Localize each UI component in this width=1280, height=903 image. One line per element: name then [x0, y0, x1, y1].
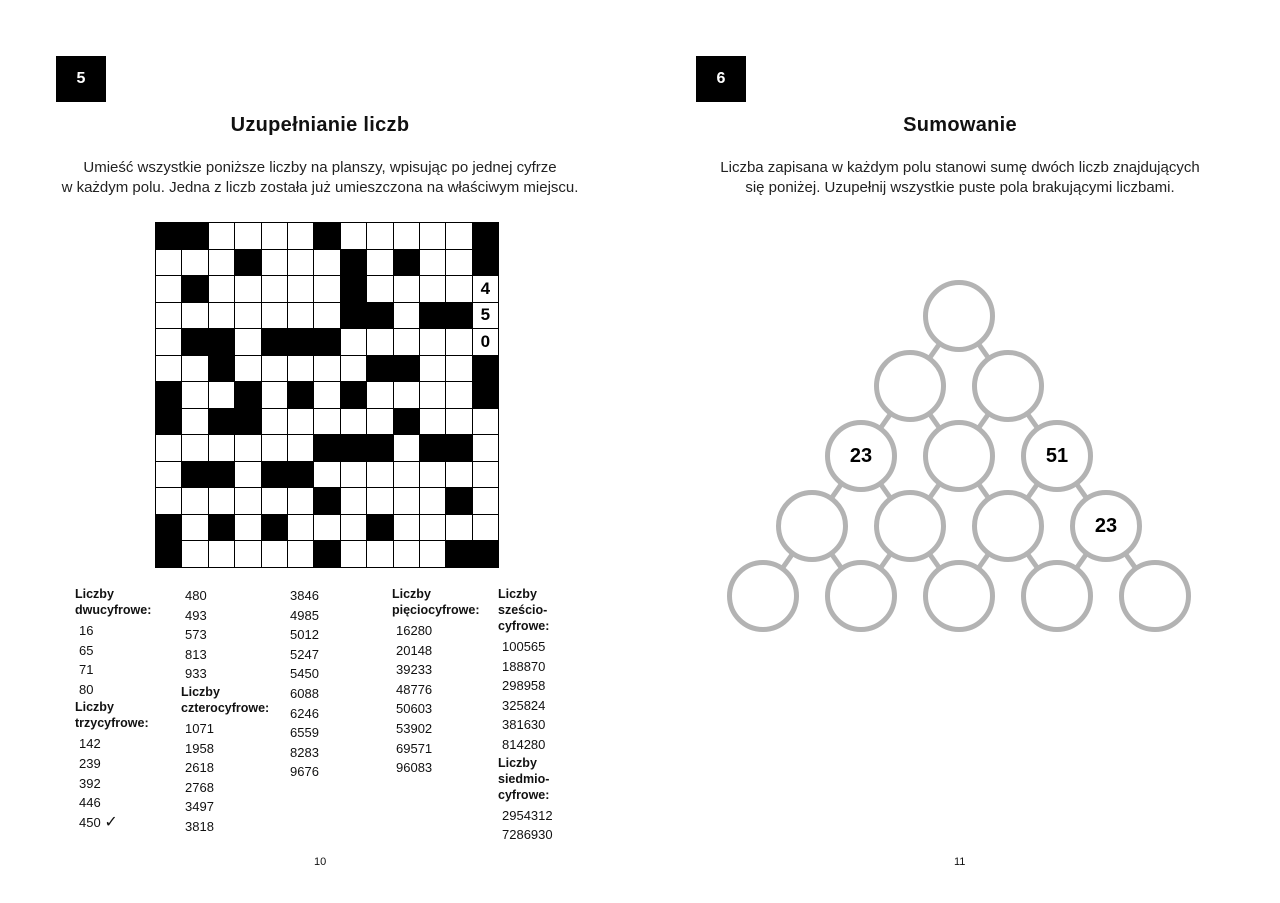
- grid-cell-black: [288, 462, 313, 488]
- grid-cell-black: [156, 223, 181, 249]
- grid-cell-black: [182, 276, 207, 302]
- grid-cell-black: [288, 382, 313, 408]
- grid-cell[interactable]: [209, 303, 234, 329]
- grid-cell-black: [394, 409, 419, 435]
- list-item: 325824: [502, 697, 546, 713]
- grid-cell-black: [209, 515, 234, 541]
- grid-cell[interactable]: [341, 515, 366, 541]
- grid-cell[interactable]: [209, 488, 234, 514]
- grid-cell-black: [446, 435, 471, 461]
- list-item: 39233: [396, 662, 433, 678]
- list-item: 100565: [502, 639, 546, 654]
- grid-cell[interactable]: [209, 250, 234, 276]
- grid-cell-black: [235, 409, 260, 435]
- heading-line: Liczby: [75, 587, 114, 601]
- grid-cell[interactable]: [446, 329, 471, 355]
- pyramid-cell[interactable]: [923, 280, 995, 352]
- check-mark-icon: ✓: [104, 813, 118, 831]
- list-item: 814280: [502, 736, 546, 752]
- grid-cell[interactable]: [341, 541, 366, 567]
- puzzle-number-badge: 6: [696, 56, 746, 102]
- grid-cell[interactable]: [235, 515, 260, 541]
- grid-cell-black: [394, 356, 419, 382]
- list-item: 16280: [396, 623, 433, 638]
- pyramid-cell[interactable]: [923, 420, 995, 492]
- pyramid-cell[interactable]: [1119, 560, 1191, 632]
- pyramid-cell[interactable]: [874, 350, 946, 422]
- grid-cell[interactable]: [367, 223, 392, 249]
- grid-cell[interactable]: [156, 303, 181, 329]
- numbers-column-2: [181, 586, 269, 837]
- grid-cell[interactable]: [288, 250, 313, 276]
- page-number: 11: [954, 856, 966, 868]
- grid-cell[interactable]: [367, 541, 392, 567]
- grid-cell[interactable]: [420, 250, 445, 276]
- grid-cell[interactable]: [420, 488, 445, 514]
- grid-cell[interactable]: [235, 435, 260, 461]
- grid-cell-black: [446, 303, 471, 329]
- list-item: 493: [185, 607, 207, 623]
- list-heading: [392, 586, 480, 618]
- list-item: 813: [185, 646, 207, 662]
- list-item: 2954312: [502, 807, 553, 823]
- grid-cell[interactable]: [182, 515, 207, 541]
- grid-cell[interactable]: [235, 462, 260, 488]
- grid-cell-black: [446, 488, 471, 514]
- list-item: 392: [79, 775, 101, 791]
- list-item: 3818: [185, 818, 214, 834]
- grid-cell-black: [314, 223, 339, 249]
- grid-cell[interactable]: [156, 435, 181, 461]
- grid-cell[interactable]: [446, 382, 471, 408]
- grid-cell[interactable]: [288, 303, 313, 329]
- grid-cell[interactable]: [182, 303, 207, 329]
- list-item: 5247: [290, 646, 319, 662]
- grid-cell-black: [182, 223, 207, 249]
- grid-cell[interactable]: [262, 488, 287, 514]
- grid-cell[interactable]: [262, 303, 287, 329]
- list-item: 7286930: [502, 827, 553, 843]
- grid-cell-black: [288, 329, 313, 355]
- grid-cell-black: [341, 250, 366, 276]
- list-heading: [75, 586, 151, 618]
- numbers-column-3: [286, 586, 319, 782]
- list-item: 1071: [185, 720, 214, 736]
- grid-cell[interactable]: [473, 488, 498, 514]
- grid-cell-black: [262, 462, 287, 488]
- list-item: 5012: [290, 627, 319, 643]
- grid-cell[interactable]: [394, 488, 419, 514]
- pyramid-cell[interactable]: [825, 560, 897, 632]
- list-item: 5450: [290, 666, 319, 682]
- list-item: 6559: [290, 725, 319, 741]
- grid-cell[interactable]: [235, 488, 260, 514]
- right-page: [640, 0, 1280, 903]
- grid-cell-black: [182, 462, 207, 488]
- grid-cell[interactable]: [156, 276, 181, 302]
- heading-line: Liczby: [392, 587, 431, 601]
- pyramid-cell[interactable]: [972, 490, 1044, 562]
- pyramid-cell[interactable]: [874, 490, 946, 562]
- list-item: 381630: [502, 717, 546, 733]
- grid-cell-black: [367, 303, 392, 329]
- grid-cell-filled[interactable]: 5: [473, 303, 498, 329]
- grid-cell[interactable]: [262, 409, 287, 435]
- list-item: 8283: [290, 744, 319, 760]
- grid-cell[interactable]: [288, 541, 313, 567]
- grid-cell[interactable]: [394, 303, 419, 329]
- grid-cell[interactable]: [420, 515, 445, 541]
- pyramid-cell[interactable]: [1021, 560, 1093, 632]
- heading-line: cyfrowe:: [498, 787, 550, 802]
- grid-cell-black: [182, 329, 207, 355]
- list-item: 96083: [396, 760, 433, 776]
- grid-cell[interactable]: [420, 356, 445, 382]
- grid-cell-black: [420, 435, 445, 461]
- instructions-line: Umieść wszystkie poniższe liczby na planszy, wpisując po jednej cyfrze: [83, 159, 557, 176]
- grid-cell[interactable]: [367, 329, 392, 355]
- grid-cell[interactable]: [367, 462, 392, 488]
- fill-in-grid: [155, 222, 499, 568]
- list-item: 71: [79, 662, 94, 678]
- grid-cell[interactable]: [367, 382, 392, 408]
- grid-cell[interactable]: [394, 329, 419, 355]
- grid-cell[interactable]: [288, 435, 313, 461]
- grid-cell[interactable]: [394, 515, 419, 541]
- grid-cell[interactable]: [341, 488, 366, 514]
- list-item: 446: [79, 795, 101, 811]
- grid-cell[interactable]: [182, 382, 207, 408]
- pyramid-cell[interactable]: [923, 560, 995, 632]
- sum-pyramid: [640, 0, 1280, 903]
- grid-cell[interactable]: [341, 462, 366, 488]
- list-item: 298958: [502, 678, 546, 694]
- list-item: 142: [79, 736, 101, 752]
- grid-cell[interactable]: [473, 409, 498, 435]
- grid-cell[interactable]: [262, 223, 287, 249]
- grid-cell-black: [341, 303, 366, 329]
- heading-line: Liczby: [498, 755, 537, 770]
- grid-cell[interactable]: [262, 435, 287, 461]
- grid-cell[interactable]: [156, 462, 181, 488]
- grid-cell[interactable]: [209, 382, 234, 408]
- grid-cell[interactable]: [420, 409, 445, 435]
- grid-cell[interactable]: [341, 409, 366, 435]
- grid-cell[interactable]: [209, 223, 234, 249]
- grid-cell[interactable]: [420, 462, 445, 488]
- puzzle-title: Uzupełnianie liczb: [230, 114, 410, 136]
- grid-cell-black: [446, 541, 471, 567]
- pyramid-cell[interactable]: 23: [1070, 490, 1142, 562]
- list-item: 2768: [185, 779, 214, 795]
- grid-cell-black: [262, 329, 287, 355]
- grid-cell-black: [209, 356, 234, 382]
- grid-cell-black: [341, 435, 366, 461]
- list-item: 9676: [290, 764, 319, 780]
- list-item: 3497: [185, 799, 214, 815]
- list-item: 1958: [185, 740, 214, 756]
- grid-cell[interactable]: [235, 541, 260, 567]
- grid-cell[interactable]: [182, 409, 207, 435]
- grid-cell[interactable]: [182, 541, 207, 567]
- grid-cell-black: [209, 409, 234, 435]
- list-item: 933: [185, 666, 207, 682]
- numbers-column-1: [75, 586, 151, 832]
- list-heading: [498, 586, 553, 634]
- grid-cell-black: [314, 541, 339, 567]
- grid-cell[interactable]: [314, 382, 339, 408]
- grid-cell[interactable]: [288, 356, 313, 382]
- placed-number: 450: [79, 814, 101, 830]
- grid-cell[interactable]: [182, 250, 207, 276]
- grid-cell[interactable]: [341, 223, 366, 249]
- pyramid-cell[interactable]: 51: [1021, 420, 1093, 492]
- grid-cell-black: [341, 382, 366, 408]
- puzzle-instructions: [0, 158, 640, 198]
- heading-line: trzycyfrowe:: [75, 716, 149, 731]
- grid-cell[interactable]: [394, 462, 419, 488]
- grid-cell-black: [367, 435, 392, 461]
- grid-cell[interactable]: [394, 223, 419, 249]
- grid-cell-black: [473, 356, 498, 382]
- grid-cell[interactable]: [367, 276, 392, 302]
- grid-cell[interactable]: [156, 488, 181, 514]
- grid-cell[interactable]: [182, 435, 207, 461]
- grid-cell[interactable]: [341, 329, 366, 355]
- grid-cell[interactable]: [394, 435, 419, 461]
- grid-cell-filled[interactable]: 0: [473, 329, 498, 355]
- grid-cell[interactable]: [288, 488, 313, 514]
- list-heading: [181, 684, 269, 716]
- grid-cell[interactable]: [367, 250, 392, 276]
- grid-cell[interactable]: [446, 223, 471, 249]
- grid-cell[interactable]: [446, 250, 471, 276]
- grid-cell[interactable]: [182, 488, 207, 514]
- grid-cell[interactable]: [394, 541, 419, 567]
- grid-cell[interactable]: [367, 488, 392, 514]
- grid-cell[interactable]: [446, 356, 471, 382]
- list-item: 188870: [502, 658, 546, 674]
- grid-cell-black: [341, 276, 366, 302]
- list-item: 6088: [290, 685, 319, 701]
- grid-cell[interactable]: [314, 409, 339, 435]
- list-item: 4985: [290, 607, 319, 623]
- grid-cell-black: [314, 435, 339, 461]
- list-item: 65: [79, 642, 94, 658]
- grid-cell[interactable]: [314, 515, 339, 541]
- grid-cell-black: [314, 329, 339, 355]
- heading-line: czterocyfrowe:: [181, 700, 270, 715]
- heading-line: cyfrowe:: [498, 619, 550, 633]
- grid-cell[interactable]: [314, 303, 339, 329]
- grid-cell[interactable]: [156, 329, 181, 355]
- list-item: 573: [185, 627, 207, 643]
- grid-cell-black: [420, 303, 445, 329]
- grid-cell[interactable]: [262, 356, 287, 382]
- grid-cell[interactable]: [314, 276, 339, 302]
- grid-cell-black: [235, 382, 260, 408]
- grid-cell[interactable]: [182, 356, 207, 382]
- list-item: 80: [79, 681, 94, 697]
- puzzle-title: Sumowanie: [903, 114, 1017, 136]
- list-item: 2618: [185, 760, 214, 776]
- grid-cell[interactable]: [341, 356, 366, 382]
- puzzle-number-badge: 5: [56, 56, 106, 102]
- grid-cell[interactable]: [446, 462, 471, 488]
- list-item: 16: [79, 623, 94, 638]
- grid-cell[interactable]: [288, 515, 313, 541]
- grid-cell[interactable]: [420, 223, 445, 249]
- grid-cell[interactable]: [209, 541, 234, 567]
- grid-cell[interactable]: [288, 409, 313, 435]
- grid-cell-black: [367, 356, 392, 382]
- grid-cell-black: [473, 541, 498, 567]
- grid-cell[interactable]: [446, 276, 471, 302]
- grid-cell-black: [209, 329, 234, 355]
- grid-cell-black: [156, 409, 181, 435]
- list-item: 20148: [396, 642, 433, 658]
- instructions-line: się poniżej. Uzupełnij wszystkie puste pola brakującymi liczbami.: [745, 179, 1175, 196]
- pyramid-cell[interactable]: 23: [825, 420, 897, 492]
- grid-cell[interactable]: [446, 409, 471, 435]
- grid-cell[interactable]: [473, 435, 498, 461]
- grid-cell[interactable]: [367, 409, 392, 435]
- grid-cell[interactable]: [394, 382, 419, 408]
- grid-cell[interactable]: [235, 276, 260, 302]
- list-item: 239: [79, 755, 101, 771]
- pyramid-cell[interactable]: [727, 560, 799, 632]
- list-item-placed: [75, 813, 151, 833]
- list-heading: [75, 699, 151, 731]
- heading-line: pięciocyfrowe:: [392, 603, 480, 617]
- grid-cell[interactable]: [288, 223, 313, 249]
- grid-cell[interactable]: [262, 250, 287, 276]
- heading-line: Liczby: [75, 700, 114, 715]
- instructions-line: Liczba zapisana w każdym polu stanowi sumę dwóch liczb znajdujących: [720, 159, 1200, 176]
- heading-line: Liczby: [498, 587, 537, 601]
- pyramid-cell[interactable]: [972, 350, 1044, 422]
- grid-cell[interactable]: [235, 223, 260, 249]
- numbers-column-5: [498, 586, 553, 845]
- grid-cell[interactable]: [235, 356, 260, 382]
- grid-cell[interactable]: [235, 303, 260, 329]
- grid-cell[interactable]: [262, 276, 287, 302]
- grid-cell-black: [262, 515, 287, 541]
- grid-cell[interactable]: [262, 541, 287, 567]
- grid-cell-filled[interactable]: 4: [473, 276, 498, 302]
- grid-cell-black: [394, 250, 419, 276]
- grid-cell-black: [156, 382, 181, 408]
- heading-line: siedmio-: [498, 771, 550, 786]
- grid-cell[interactable]: [420, 276, 445, 302]
- list-item: 48776: [396, 681, 433, 697]
- grid-cell[interactable]: [420, 541, 445, 567]
- grid-cell[interactable]: [473, 462, 498, 488]
- list-heading: [498, 755, 553, 803]
- grid-cell-black: [473, 223, 498, 249]
- pyramid-cell[interactable]: [776, 490, 848, 562]
- grid-cell[interactable]: [209, 435, 234, 461]
- list-item: 3846: [290, 588, 319, 603]
- grid-cell[interactable]: [156, 356, 181, 382]
- instructions-line: w każdym polu. Jedna z liczb została już umieszczona na właściwym miejscu.: [61, 179, 579, 196]
- grid-cell[interactable]: [420, 382, 445, 408]
- grid-cell[interactable]: [235, 329, 260, 355]
- heading-line: dwucyfrowe:: [75, 603, 152, 617]
- list-item: 69571: [396, 740, 433, 756]
- grid-cell-black: [367, 515, 392, 541]
- grid-cell-black: [235, 250, 260, 276]
- grid-cell[interactable]: [156, 250, 181, 276]
- grid-cell[interactable]: [446, 515, 471, 541]
- list-item: 480: [185, 588, 207, 603]
- list-item: 6246: [290, 705, 319, 721]
- grid-cell-black: [473, 382, 498, 408]
- grid-cell[interactable]: [209, 276, 234, 302]
- grid-cell-black: [156, 541, 181, 567]
- grid-cell-black: [209, 462, 234, 488]
- numbers-column-4: [392, 586, 480, 778]
- page-number: 10: [314, 856, 327, 868]
- grid-cell[interactable]: [314, 462, 339, 488]
- grid-cell[interactable]: [420, 329, 445, 355]
- grid-cell[interactable]: [314, 250, 339, 276]
- grid-cell[interactable]: [394, 276, 419, 302]
- list-item: 53902: [396, 720, 433, 736]
- grid-cell[interactable]: [262, 382, 287, 408]
- list-item: 50603: [396, 701, 433, 717]
- grid-cell-black: [473, 250, 498, 276]
- heading-line: Liczby: [181, 684, 220, 699]
- grid-cell[interactable]: [288, 276, 313, 302]
- grid-cell[interactable]: [473, 515, 498, 541]
- grid-cell-black: [314, 488, 339, 514]
- heading-line: sześcio-: [498, 603, 548, 617]
- grid-cell[interactable]: [314, 356, 339, 382]
- grid-cell-black: [156, 515, 181, 541]
